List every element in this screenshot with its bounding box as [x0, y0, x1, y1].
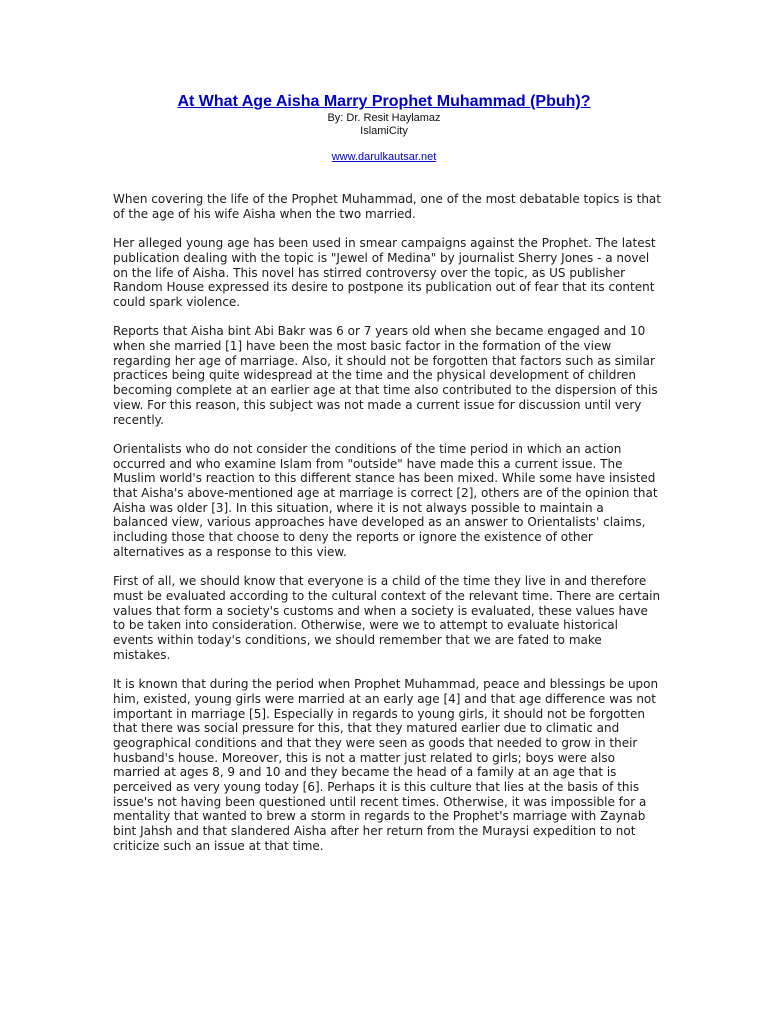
article-title-link[interactable]: At What Age Aisha Marry Prophet Muhammad (Pbuh)? [177, 93, 591, 110]
paragraph: Reports that Aisha bint Abi Bakr was 6 or 7 years old when she became engaged and 10 when she married [1] have been the most basic factor in the formation of the view regarding her age of marriage. Also, it should not be forgotten that factors such as similar practices being quite widespread at the time and the physical development of children becoming complete at an earlier age at that time also contributed to the dispersion of this view. For this reason, this subject was not made a current issue for discussion until very recently. [113, 324, 658, 427]
article-header [0, 92, 768, 165]
paragraph: First of all, we should know that everyone is a child of the time they live in and therefore must be evaluated according to the cultural context of the relevant time. There are certain values that form a society's customs and when a society is evaluated, these values have to be taken into consideration. Otherwise, were we to attempt to evaluate historical events within today's conditions, we should remember that we are fated to make mistakes. [113, 574, 661, 662]
source-name: IslamiCity [360, 125, 408, 137]
paragraph: When covering the life of the Prophet Muhammad, one of the most debatable topics is that of the age of his wife Aisha when the two married. [113, 192, 661, 221]
paragraph: Her alleged young age has been used in smear campaigns against the Prophet. The latest publication dealing with the topic is "Jewel of Medina" by journalist Sherry Jones - a novel on the life of Aisha. This novel has stirred controversy over the topic, as US publisher Random House expressed its desire to postpone its publication out of fear that its content could spark violence. [113, 236, 656, 309]
paragraph: It is known that during the period when Prophet Muhammad, peace and blessings be upon him, existed, young girls were married at an early age [4] and that age difference was not important in marriage [5]. Especially in regards to young girls, it should not be forgotten that there was social pressure for this, that they matured earlier due to climatic and geographical conditions and that they were seen as goods that needed to grow in their husband's house. Moreover, this is not a matter just related to girls; boys were also married at ages 8, 9 and 10 and they became the head of a family at an age that is perceived as very young today [6]. Perhaps it is this culture that lies at the basis of this issue's not having been questioned until recent times. Otherwise, it was impossible for a mentality that wanted to brew a storm in regards to the Prophet's marriage with Zaynab bint Jahsh and that slandered Aisha after her return from the Muraysi expedition to not criticize such an issue at that time. [113, 677, 659, 853]
author-byline: By: Dr. Resit Haylamaz [327, 112, 441, 124]
website-link[interactable]: www.darulkautsar.net [331, 151, 437, 163]
article-body [113, 192, 661, 868]
paragraph: Orientalists who do not consider the conditions of the time period in which an action occurred and who examine Islam from "outside" have made this a current issue. The Muslim world's reaction to this different stance has been mixed. While some have insisted that Aisha's above-mentioned age at marriage is correct [2], others are of the opinion that Aisha was older [3]. In this situation, where it is not always possible to maintain a balanced view, various approaches have developed as an answer to Orientalists' claims, including those that choose to deny the reports or ignore the existence of other alternatives as a response to this view. [113, 441, 658, 559]
